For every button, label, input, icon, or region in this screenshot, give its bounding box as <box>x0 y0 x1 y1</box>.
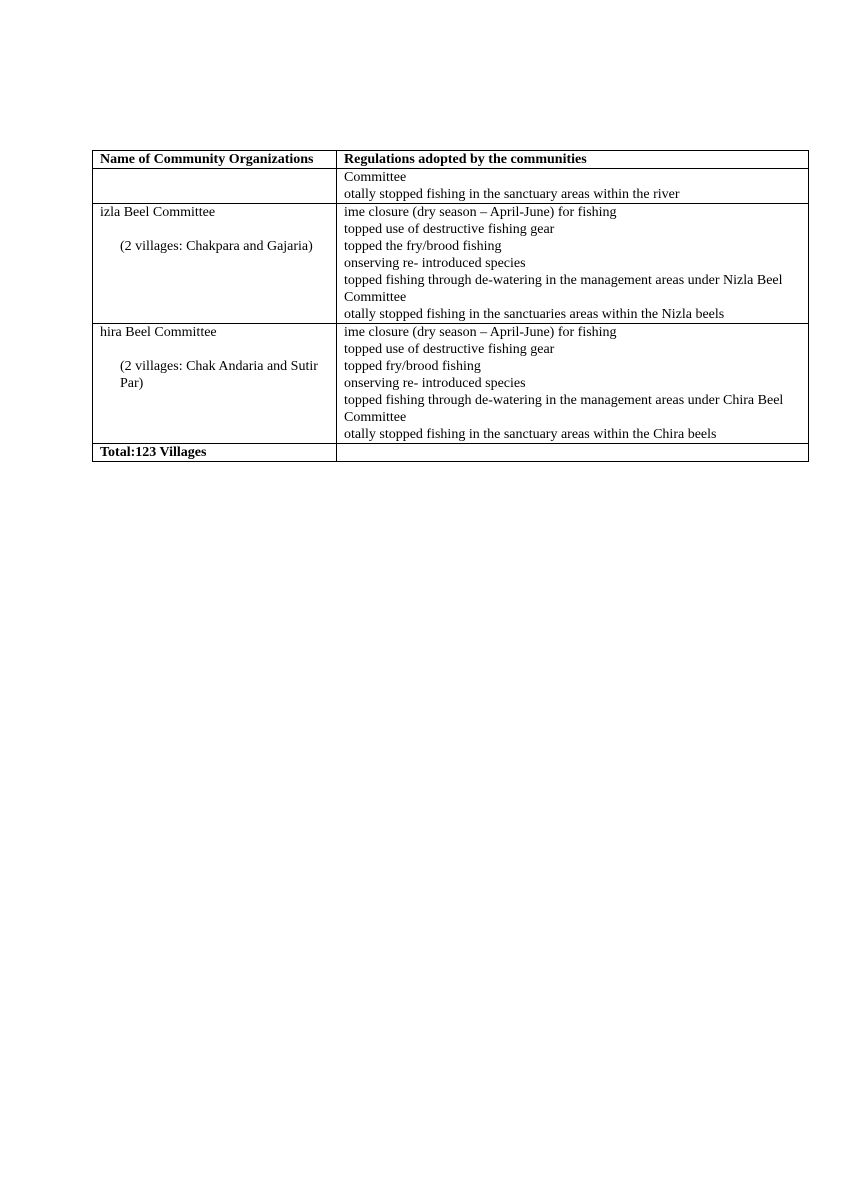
org-cell <box>93 204 337 324</box>
regulation-line: otally stopped fishing in the sanctuaries areas within the Nizla beels <box>344 307 725 322</box>
regulation-line: onserving re- introduced species <box>344 256 526 271</box>
table-row <box>93 169 809 204</box>
org-villages: (2 villages: Chak Andaria and Sutir Par) <box>120 359 318 391</box>
org-villages: (2 villages: Chakpara and Gajaria) <box>120 239 313 254</box>
total-row <box>93 444 809 462</box>
regulations-cell <box>337 324 809 444</box>
header-org-name <box>93 151 337 169</box>
org-cell <box>93 169 337 204</box>
regulation-line: otally stopped fishing in the sanctuary areas within the river <box>344 187 680 202</box>
regulation-line: ime closure (dry season – April-June) for fishing <box>344 205 617 220</box>
regulation-line: topped use of destructive fishing gear <box>344 342 555 357</box>
regulation-line: topped fishing through de-watering in the management areas under Nizla Beel Committee <box>344 273 783 305</box>
regulation-line: onserving re- introduced species <box>344 376 526 391</box>
regulation-line: otally stopped fishing in the sanctuary areas within the Chira beels <box>344 427 717 442</box>
total-empty-cell <box>337 444 809 462</box>
header-org-name-label: Name of Community Organizations <box>100 152 314 167</box>
total-label: Total:123 Villages <box>100 445 207 460</box>
org-name: hira Beel Committee <box>100 325 217 340</box>
regulations-table <box>92 150 809 462</box>
regulations-cell <box>337 169 809 204</box>
regulations-cell <box>337 204 809 324</box>
regulation-line: Committee <box>344 170 407 185</box>
header-regulations-label: Regulations adopted by the communities <box>344 152 587 167</box>
total-cell <box>93 444 337 462</box>
regulation-line: topped use of destructive fishing gear <box>344 222 555 237</box>
table-row <box>93 324 809 444</box>
regulation-line: topped the fry/brood fishing <box>344 239 502 254</box>
table-header-row <box>93 151 809 169</box>
org-name: izla Beel Committee <box>100 205 216 220</box>
table-row <box>93 204 809 324</box>
regulation-line: topped fishing through de-watering in the management areas under Chira Beel Committee <box>344 393 784 425</box>
header-regulations <box>337 151 809 169</box>
org-cell <box>93 324 337 444</box>
regulation-line: topped fry/brood fishing <box>344 359 481 374</box>
regulation-line: ime closure (dry season – April-June) for fishing <box>344 325 617 340</box>
